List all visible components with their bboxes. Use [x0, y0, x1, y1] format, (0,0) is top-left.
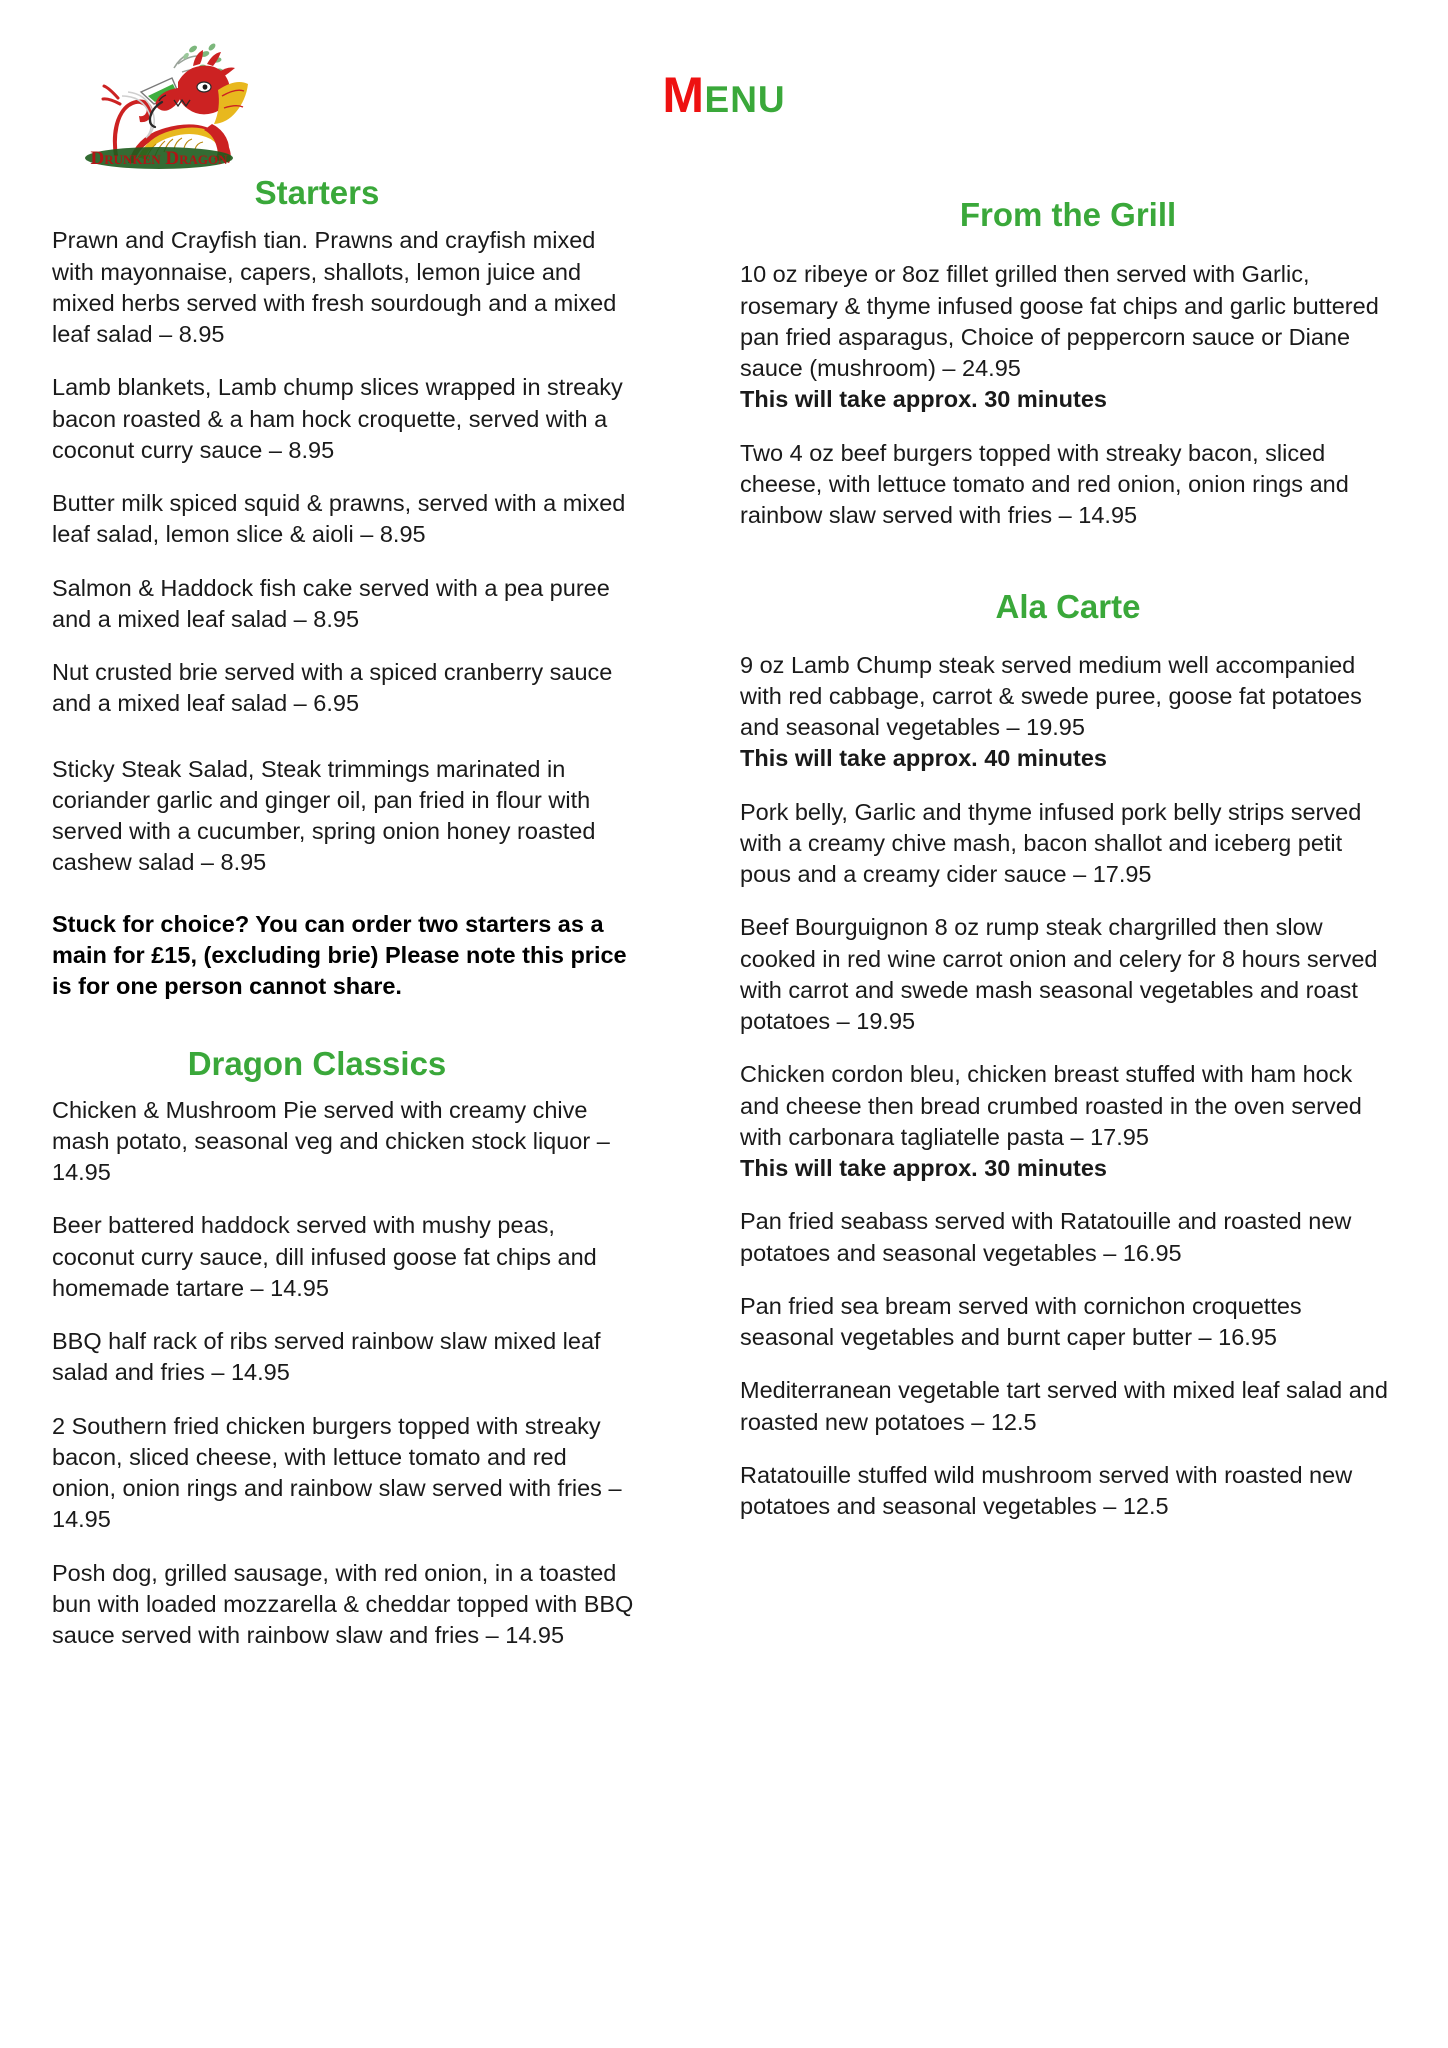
menu-item-timing: This will take approx. 40 minutes — [740, 745, 1107, 772]
logo-wordmark — [85, 147, 233, 169]
section-heading-starters: Starters — [254, 174, 380, 211]
menu-item — [740, 259, 1396, 415]
menu-item — [740, 438, 1396, 532]
section-heading-dragon-classics: Dragon Classics — [187, 1045, 447, 1083]
menu-item-timing: This will take approx. 30 minutes — [740, 1155, 1107, 1182]
menu-item-description: Pork belly, Garlic and thyme infused pork belly strips served with a creamy chive mash, bacon shallot and iceberg petit pous and a creamy cider sauce – 17.95 — [740, 798, 1362, 888]
section-heading-ala-carte: Ala Carte — [995, 588, 1141, 626]
menu-item — [740, 912, 1396, 1037]
menu-item-description: Mediterranean vegetable tart served with mixed leaf salad and roasted new potatoes – 12.5 — [740, 1377, 1388, 1435]
menu-item: Nut crusted brie served with a spiced cranberry sauce and a mixed leaf salad – 6.95 — [52, 659, 613, 717]
menu-item-timing: This will take approx. 30 minutes — [740, 386, 1107, 413]
menu-item — [740, 1291, 1396, 1354]
menu-item: Chicken & Mushroom Pie served with creamy chive mash potato, seasonal veg and chicken stock liquor – 14.95 — [52, 1096, 610, 1186]
menu-item-description: Chicken cordon bleu, chicken breast stuffed with ham hock and cheese then bread crumbed roasted in the oven served with carbonara tagliatelle pasta – 17.95 — [740, 1061, 1362, 1150]
menu-item: Salmon & Haddock fish cake served with a pea puree and a mixed leaf salad – 8.95 — [52, 574, 610, 632]
menu-item-description: Two 4 oz beef burgers topped with streaky bacon, sliced cheese, with lettuce tomato and red onion, onion rings and rainbow slaw served with fries – 14.95 — [740, 439, 1349, 529]
menu-item — [740, 1375, 1396, 1438]
menu-item: Sticky Steak Salad, Steak trimmings marinated in coriander garlic and ginger oil, pan fried in flour with served with a cucumber, spring onion honey roasted cashew salad – 8.95 — [52, 755, 596, 876]
menu-item: Beer battered haddock served with mushy peas, coconut curry sauce, dill infused goose fat chips and homemade tartare – 14.95 — [52, 1212, 597, 1301]
menu-item: Lamb blankets, Lamb chump slices wrapped in streaky bacon roasted & a ham hock croquette, served with a coconut curry sauce – 8.95 — [52, 374, 623, 463]
menu-item-description: Pan fried sea bream served with cornichon croquettes seasonal vegetables and burnt caper butter – 16.95 — [740, 1292, 1302, 1351]
menu-item: Butter milk spiced squid & prawns, served with a mixed leaf salad, lemon slice & aioli – 8.95 — [52, 490, 626, 548]
menu-item-description: 10 oz ribeye or 8oz fillet grilled then served with Garlic, rosemary & thyme infused goose fat chips and garlic buttered pan fried asparagus, Choice of peppercorn sauce or Diane sauce (mushroom) – 24.95 — [740, 261, 1379, 382]
menu-item-description: 9 oz Lamb Chump steak served medium well accompanied with red cabbage, carrot & swede puree, goose fat potatoes and seasonal vegetables – 19.95 — [740, 651, 1362, 741]
menu-header — [0, 0, 1448, 175]
page-title — [0, 67, 1448, 123]
menu-item: 2 Southern fried chicken burgers topped with streaky bacon, sliced cheese, with lettuce tomato and red onion, onion rings and rainbow slaw served with fries – 14.95 — [52, 1412, 622, 1533]
menu-item-description: Pan fried seabass served with Ratatouille and roasted new potatoes and seasonal vegetables – 16.95 — [740, 1208, 1352, 1266]
starters-offer-note: Stuck for choice? You can order two starters as a main for £15, (excluding brie) Please note this price is for one person cannot share. — [52, 910, 627, 1000]
menu-item: Posh dog, grilled sausage, with red onion, in a toasted bun with loaded mozzarella & cheddar topped with BBQ sauce served with rainbow slaw and fries – 14.95 — [52, 1559, 634, 1649]
page-title-initial: M — [662, 67, 705, 123]
menu-item — [740, 797, 1396, 891]
right-column — [672, 175, 1448, 1544]
left-column — [0, 175, 672, 1673]
section-heading-from-the-grill: From the Grill — [959, 196, 1177, 233]
menu-item-description: Beef Bourguignon 8 oz rump steak chargrilled then slow cooked in red wine carrot onion and celery for 8 hours served with carrot and swede mash seasonal vegetables and roast potatoes – 19.95 — [740, 914, 1378, 1035]
menu-item — [740, 1460, 1396, 1523]
page-title-rest: ENU — [704, 79, 786, 120]
menu-columns — [0, 175, 1448, 1673]
menu-item: BBQ half rack of ribs served rainbow slaw mixed leaf salad and fries – 14.95 — [52, 1328, 601, 1386]
menu-item — [740, 650, 1396, 775]
menu-item: Prawn and Crayfish tian. Prawns and crayfish mixed with mayonnaise, capers, shallots, lemon juice and mixed herbs served with fresh sourdough and a mixed leaf salad – 8.95 — [52, 227, 617, 348]
menu-item — [740, 1059, 1396, 1184]
menu-item-description: Ratatouille stuffed wild mushroom served with roasted new potatoes and seasonal vegetables – 12.5 — [740, 1461, 1353, 1520]
svg-text:DRUNKEN DRAGON: DRUNKEN DRAGON — [90, 148, 228, 169]
menu-item — [740, 1206, 1396, 1269]
